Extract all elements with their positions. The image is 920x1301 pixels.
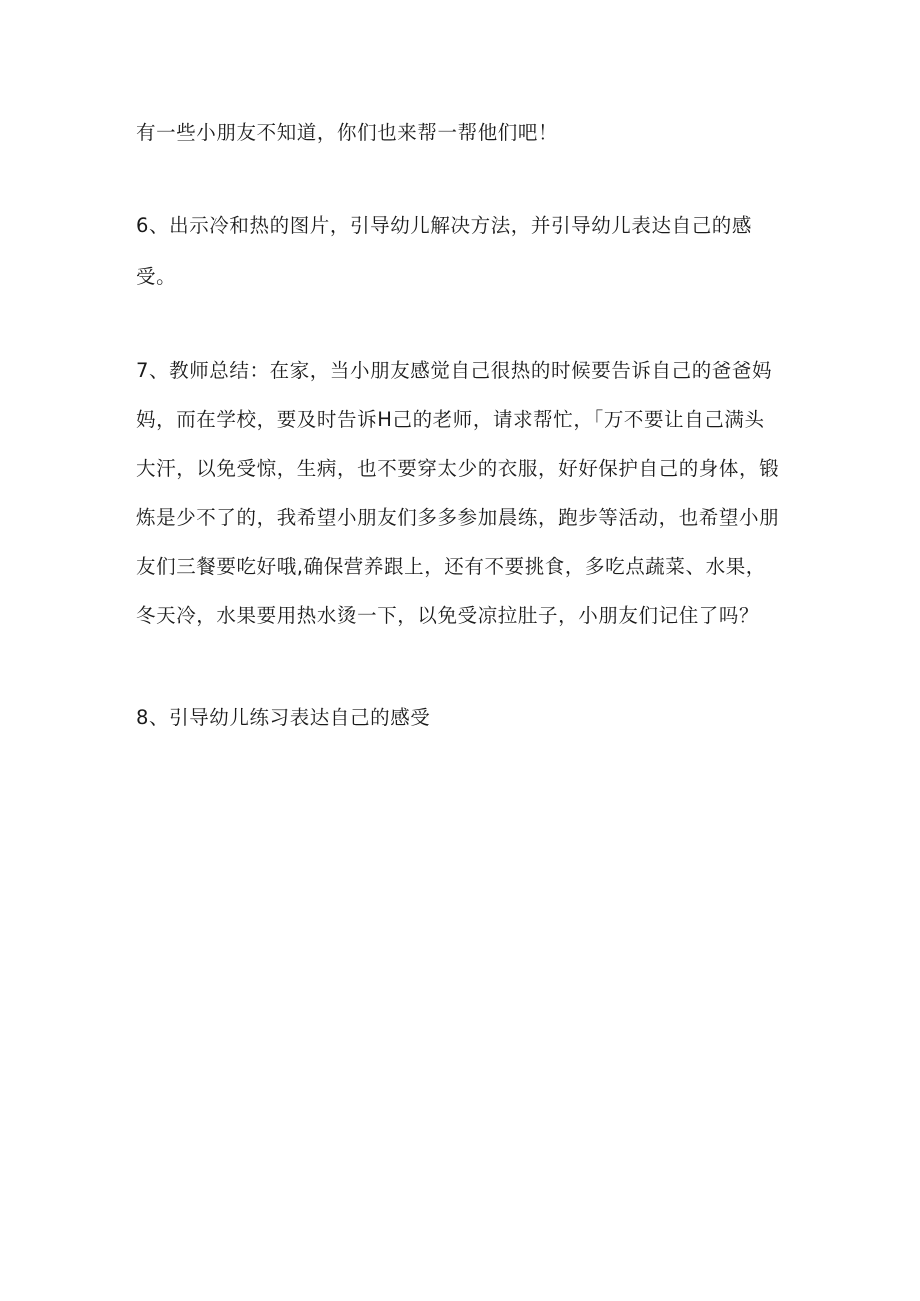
step-7-line: 冬天冷，水果要用热水烫一下，以免受凉拉肚子，小朋友们记住了吗？ bbox=[136, 604, 760, 627]
step-7-line: 大汗，以免受惊，生病，也不要穿太少的衣服，好好保护自己的身体，锻 bbox=[136, 457, 780, 480]
step-6-line: 6、出示冷和热的图片，引导幼儿解决方法，并引导幼儿表达自己的感 bbox=[136, 214, 753, 237]
step-7-line: 妈，而在学校，要及时告诉H己的老师，请求帮忙，「万不要让自己满头 bbox=[136, 408, 765, 431]
step-7-line: 友们三餐要吃好哦,确保营养跟上，还有不要挑食，多吃点蔬菜、水果， bbox=[136, 555, 766, 578]
step-7-line: 7、教师总结：在家，当小朋友感觉自己很热的时候要告诉自己的爸爸妈 bbox=[136, 359, 773, 382]
step-6-line: 受。 bbox=[136, 265, 177, 288]
step-8-line: 8、引导幼儿练习表达自己的感受 bbox=[136, 706, 431, 729]
intro-paragraph: 有一些小朋友不知道，你们也来帮一帮他们吧！ bbox=[136, 121, 559, 144]
step-7-line: 炼是少不了的，我希望小朋友们多多参加晨练，跑步等活动，也希望小朋 bbox=[136, 506, 780, 529]
